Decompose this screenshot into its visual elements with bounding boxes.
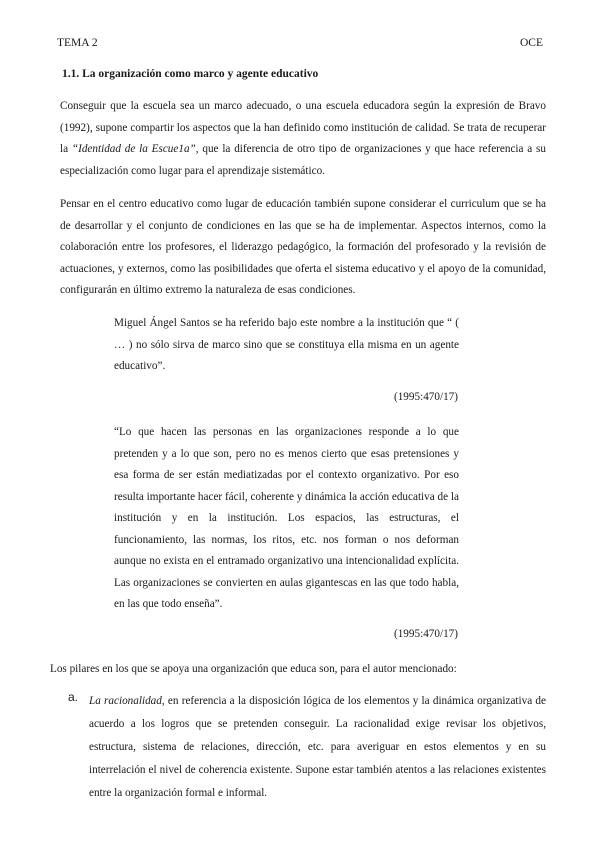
paragraph-intro	[60, 96, 546, 182]
paragraph-intro-text: Conseguir que la escuela sea un marco adecuado, o una escuela educadora según la expresión de Bravo (1992), supone compartir los aspectos que la han definido como institución de calidad. Se trata de recuperar la	[60, 100, 546, 155]
list-item-body: , en referencia a la disposición lógica de los elementos y la dinámica organizativa de acuerdo a los logros que se pretenden conseguir. La racionalidad exige revisar los objetivos, estructura, sistema de relaciones, dirección, etc. para averiguar en estos elementos y en su interrelación el nivel de coherencia existente. Supone estar también atentos a las relaciones existentes entre la organización formal e informal.	[89, 695, 546, 799]
citation-1: (1995:470/17)	[393, 391, 458, 403]
list-item-text	[89, 690, 546, 805]
citation-2: (1995:470/17)	[393, 628, 458, 640]
header-topic: TEMA 2	[57, 37, 98, 49]
list-marker: a.	[68, 690, 79, 704]
section-heading: 1.1. La organización como marco y agente educativo	[62, 68, 319, 80]
list-item-term: La racionalidad	[89, 695, 162, 707]
paragraph-intro-tail: , que la diferencia de otro tipo de organizaciones y que hace referencia a su especialización como lugar para el aprendizaje sistemático.	[60, 143, 547, 177]
identity-term: “Identidad de la Escue1a”	[71, 143, 196, 155]
paragraph-pillars: Los pilares en los que se apoya una organización que educa son, para el autor mencionado:	[50, 663, 457, 675]
quote-santos-intro: Miguel Ángel Santos se ha referido bajo este nombre a la institución que “ ( … ) no sólo sirva de marco sino que se constituya ella misma en un agente educativo”.	[114, 317, 459, 372]
quote-santos-organizations: “Lo que hacen las personas en las organizaciones responde a lo que pretenden y a lo que son, pero no es menos cierto que esas pretensiones y esa forma de ser están mediatizadas por el contexto organizativo. Por eso resulta importante hacer fácil, coherente y dinámica la acción educativa de la institución y en la institución. Los espacios, las estructuras, el funcionamiento, las normas, los ritos, etc. nos forman o nos deforman aunque no exista en el entramado organizativo una intencionalidad explícita. Las organizaciones se convierten en aulas gigantescas en las que todo habla, en las que todo enseña”.	[114, 426, 459, 610]
paragraph-curriculum: Pensar en el centro educativo como lugar de educación también supone considerar el curriculum que se ha de desarrollar y el conjunto de condiciones en las que se ha de implementar. Aspectos internos, como la colaboración entre los profesores, el liderazgo pedagógico, la formación del profesorado y la revisión de actuaciones, y externos, como las posibilidades que oferta el sistema educativo y el apoyo de la comunidad, configurarán en último extremo la naturaleza de esas condiciones.	[60, 198, 546, 296]
header-course: OCE	[520, 37, 543, 49]
